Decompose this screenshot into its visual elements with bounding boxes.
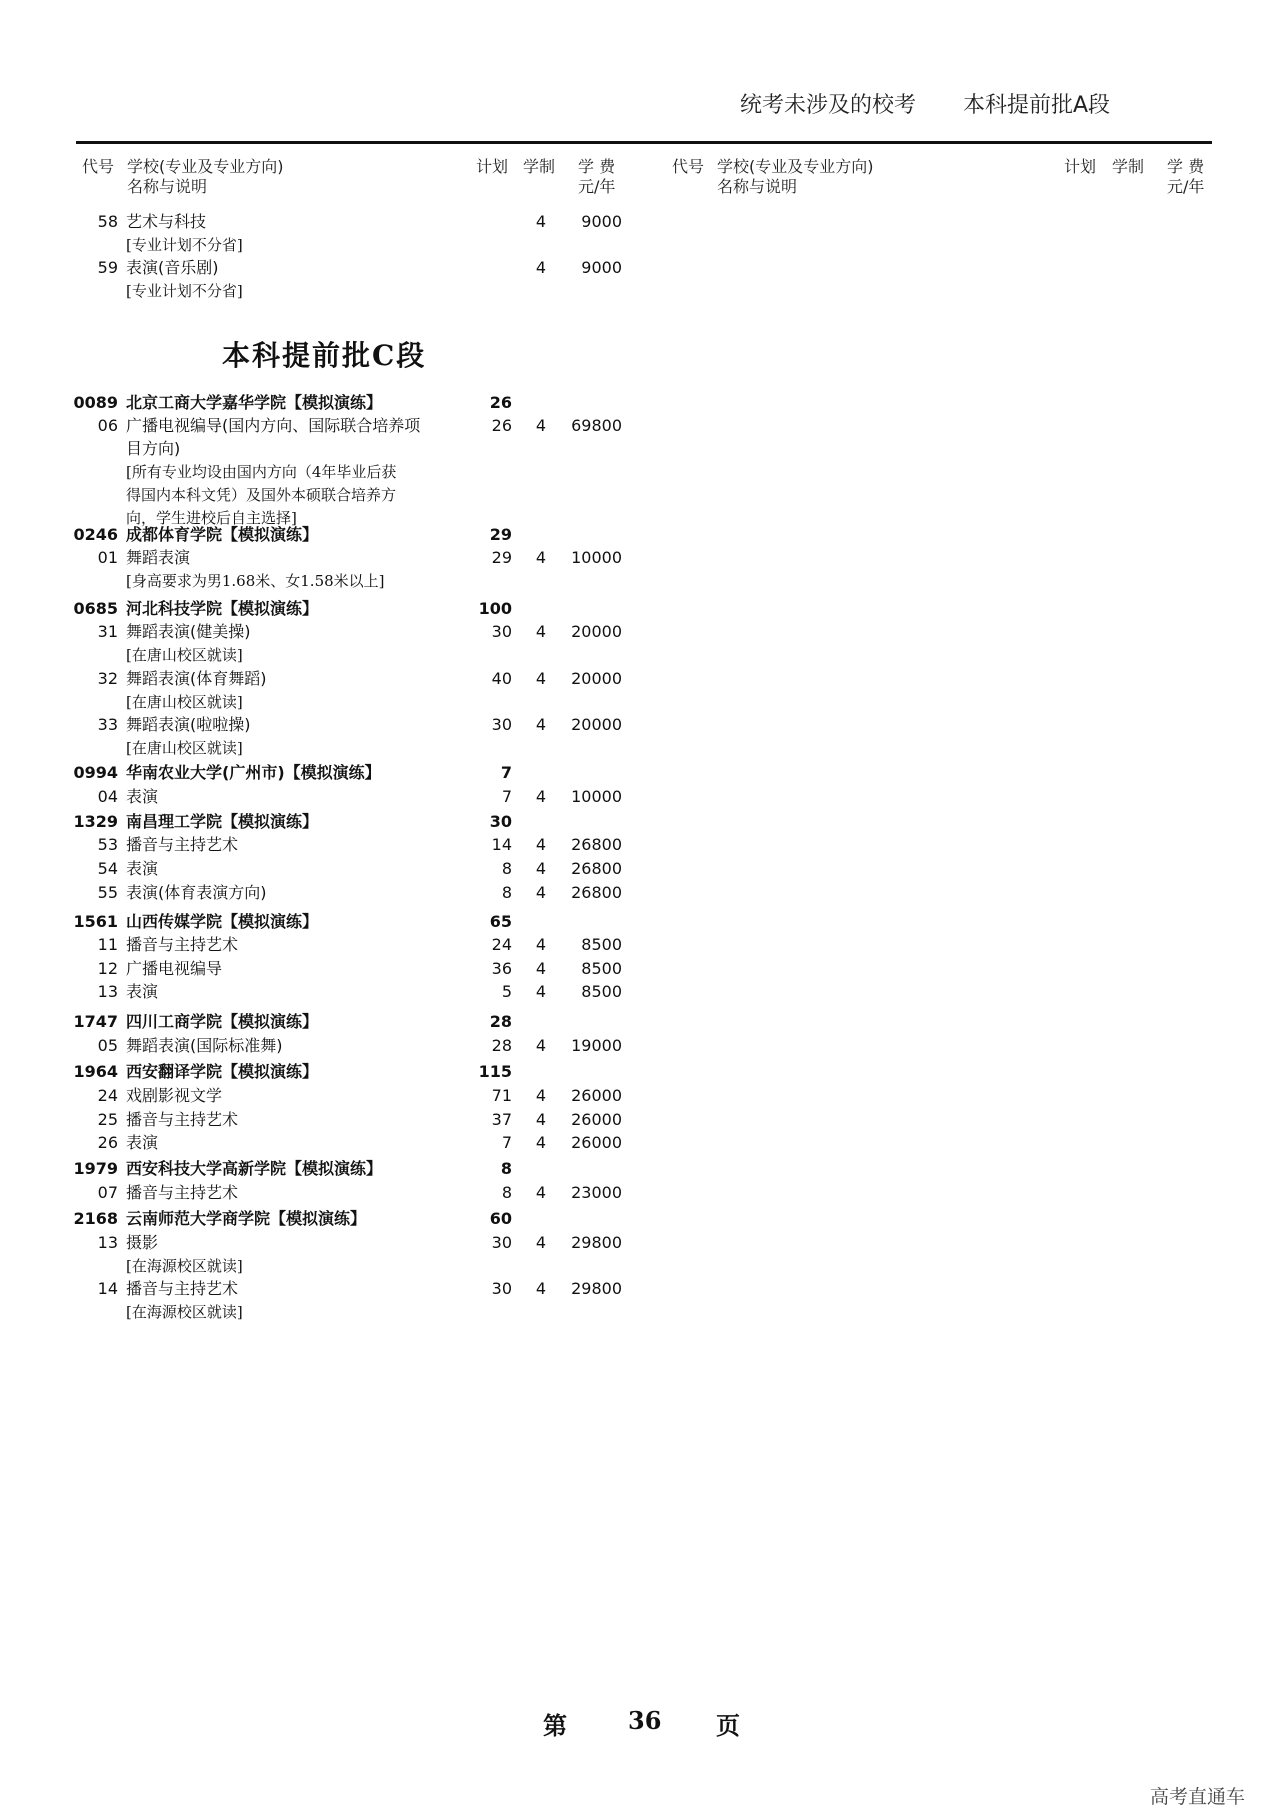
- row-years: 4: [535, 883, 546, 902]
- row-name: 表演(体育表演方向): [126, 883, 267, 902]
- row-code: 24: [97, 1086, 118, 1105]
- row-name: 南昌理工学院【模拟演练】: [126, 812, 319, 831]
- school-row: [0, 762, 640, 784]
- school-row: [0, 1208, 640, 1230]
- row-plan: 65: [489, 912, 512, 931]
- row-name: [在海源校区就读]: [126, 1257, 243, 1275]
- row-plan: 37: [491, 1110, 512, 1129]
- row-plan: 8: [501, 883, 512, 902]
- row-years: 4: [535, 1110, 546, 1129]
- note-row: [0, 484, 640, 506]
- row-plan: 40: [491, 669, 512, 688]
- major-row: [0, 257, 640, 279]
- row-code: 01: [97, 548, 118, 567]
- row-code: 14: [97, 1279, 118, 1298]
- row-plan: 30: [491, 1233, 512, 1252]
- row-name: 戏剧影视文学: [126, 1086, 223, 1105]
- row-name: 表演: [126, 859, 159, 878]
- row-name: 向，学生进校后自主选择]: [126, 509, 297, 527]
- row-name: 舞蹈表演(体育舞蹈): [126, 669, 267, 688]
- col-fee: 学 费: [578, 157, 616, 176]
- row-plan: 36: [491, 959, 512, 978]
- row-name: 表演: [126, 982, 159, 1001]
- row-years: 4: [535, 1279, 546, 1298]
- row-plan: 30: [489, 812, 512, 831]
- row-name: 播音与主持艺术: [126, 1279, 239, 1298]
- row-name: 舞蹈表演(国际标准舞): [126, 1036, 283, 1055]
- row-fee: 26000: [571, 1086, 622, 1105]
- row-plan: 8: [501, 1183, 512, 1202]
- major-row: [0, 882, 640, 904]
- school-row: [0, 524, 640, 546]
- row-years: 4: [535, 1183, 546, 1202]
- row-plan: 14: [491, 835, 512, 854]
- row-fee: 8500: [581, 982, 622, 1001]
- major-row: [0, 858, 640, 880]
- row-name: 西安科技大学高新学院【模拟演练】: [126, 1159, 383, 1178]
- row-years: 4: [535, 1086, 546, 1105]
- row-name: 播音与主持艺术: [126, 1183, 239, 1202]
- row-code: 06: [97, 416, 118, 435]
- major-row: [0, 958, 640, 980]
- row-name: 播音与主持艺术: [126, 1110, 239, 1129]
- row-fee: 8500: [581, 959, 622, 978]
- row-fee: 9000: [581, 212, 622, 231]
- col-school: 学校(专业及专业方向): [127, 157, 284, 176]
- row-plan: 28: [489, 1012, 512, 1031]
- row-code: 1747: [73, 1012, 118, 1031]
- row-fee: 26800: [571, 859, 622, 878]
- row-years: 4: [535, 258, 546, 277]
- major-row: [0, 1035, 640, 1057]
- row-plan: 29: [489, 525, 512, 544]
- row-code: 33: [97, 715, 118, 734]
- row-fee: 19000: [571, 1036, 622, 1055]
- row-code: 05: [97, 1036, 118, 1055]
- note-row: [0, 234, 640, 256]
- school-row: [0, 392, 640, 414]
- page-number: 36: [628, 1706, 662, 1735]
- row-name: 艺术与科技: [126, 212, 207, 231]
- row-name: 播音与主持艺术: [126, 835, 239, 854]
- row-name: 广播电视编导(国内方向、国际联合培养项: [126, 416, 421, 435]
- row-plan: 29: [491, 548, 512, 567]
- row-years: 4: [535, 1233, 546, 1252]
- row-years: 4: [535, 859, 546, 878]
- row-plan: 7: [500, 763, 512, 782]
- row-name: 舞蹈表演: [126, 548, 191, 567]
- row-name: 山西传媒学院【模拟演练】: [126, 912, 319, 931]
- note-row: [0, 1255, 640, 1277]
- col-plan: 计划: [1064, 157, 1097, 176]
- row-fee: 10000: [571, 548, 622, 567]
- section-title: 本科提前批C段: [222, 339, 427, 372]
- row-fee: 69800: [571, 416, 622, 435]
- major-row: [0, 547, 640, 569]
- row-code: 0685: [73, 599, 118, 618]
- school-row: [0, 1061, 640, 1083]
- row-code: 1964: [73, 1062, 118, 1081]
- row-name: 表演(音乐剧): [126, 258, 219, 277]
- major-row: [0, 621, 640, 643]
- row-name: [专业计划不分省]: [126, 236, 243, 254]
- major-row: [0, 1278, 640, 1300]
- major-row: [0, 1232, 640, 1254]
- row-plan: 7: [501, 787, 512, 806]
- row-fee: 20000: [571, 622, 622, 641]
- col-code: 代号: [672, 157, 705, 176]
- row-name: 摄影: [126, 1233, 159, 1252]
- row-name: 华南农业大学(广州市)【模拟演练】: [126, 763, 381, 782]
- row-years: 4: [535, 548, 546, 567]
- page-header: [0, 88, 1280, 128]
- major-row: [0, 1109, 640, 1131]
- row-fee: 26000: [571, 1133, 622, 1152]
- col-school-sub: 名称与说明: [127, 177, 208, 196]
- note-row: [0, 570, 640, 592]
- row-name: [身高要求为男1.68米、女1.58米以上]: [126, 572, 385, 590]
- row-plan: 7: [501, 1133, 512, 1152]
- row-plan: 8: [500, 1159, 512, 1178]
- row-years: 4: [535, 212, 546, 231]
- major-row: [0, 1085, 640, 1107]
- row-name: [在唐山校区就读]: [126, 693, 243, 711]
- row-name: 西安翻译学院【模拟演练】: [126, 1062, 319, 1081]
- row-years: 4: [535, 715, 546, 734]
- col-fee: 学 费: [1167, 157, 1205, 176]
- row-name: 四川工商学院【模拟演练】: [126, 1012, 319, 1031]
- row-plan: 5: [501, 982, 512, 1001]
- row-code: 1561: [73, 912, 118, 931]
- row-code: 2168: [73, 1209, 118, 1228]
- row-plan: 26: [491, 416, 512, 435]
- row-code: 54: [97, 859, 118, 878]
- row-years: 4: [535, 1133, 546, 1152]
- footer-prefix: 第: [543, 1711, 567, 1740]
- row-plan: 30: [491, 1279, 512, 1298]
- row-code: 1979: [73, 1159, 118, 1178]
- note-row: [0, 737, 640, 759]
- major-row: [0, 981, 640, 1003]
- row-code: 11: [97, 935, 118, 954]
- row-plan: 26: [489, 393, 512, 412]
- col-fee-unit: 元/年: [578, 177, 616, 196]
- note-row: [0, 280, 640, 302]
- row-fee: 23000: [571, 1183, 622, 1202]
- note-row: [0, 644, 640, 666]
- header-right: 本科提前批A段: [963, 93, 1111, 118]
- row-fee: 26800: [571, 835, 622, 854]
- row-fee: 26800: [571, 883, 622, 902]
- row-name: 得国内本科文凭）及国外本硕联合培养方: [126, 486, 397, 504]
- row-code: 32: [97, 669, 118, 688]
- row-code: 07: [97, 1183, 118, 1202]
- col-plan: 计划: [476, 157, 509, 176]
- col-years: 学制: [523, 157, 556, 176]
- row-years: 4: [535, 935, 546, 954]
- row-plan: 71: [491, 1086, 512, 1105]
- col-school-sub: 名称与说明: [717, 177, 798, 196]
- row-plan: 28: [491, 1036, 512, 1055]
- row-name: [所有专业均设由国内方向（4年毕业后获: [126, 463, 397, 481]
- row-code: 53: [97, 835, 118, 854]
- row-name: 舞蹈表演(啦啦操): [126, 715, 251, 734]
- row-name: 北京工商大学嘉华学院【模拟演练】: [126, 393, 383, 412]
- major-row: [0, 668, 640, 690]
- major-row: [0, 934, 640, 956]
- row-years: 4: [535, 982, 546, 1001]
- row-code: 13: [97, 1233, 118, 1252]
- row-code: 31: [97, 622, 118, 641]
- major-row: [0, 714, 640, 736]
- col-code: 代号: [82, 157, 115, 176]
- major-row: [0, 1132, 640, 1154]
- row-name: [在唐山校区就读]: [126, 646, 243, 664]
- row-code: 1329: [73, 812, 118, 831]
- row-years: 4: [535, 669, 546, 688]
- row-name: [专业计划不分省]: [126, 282, 243, 300]
- major-row: [0, 834, 640, 856]
- row-code: 13: [97, 982, 118, 1001]
- row-code: 25: [97, 1110, 118, 1129]
- row-fee: 9000: [581, 258, 622, 277]
- header-left: 统考未涉及的校考: [740, 93, 917, 118]
- row-years: 4: [535, 1036, 546, 1055]
- school-row: [0, 1011, 640, 1033]
- major-row: [0, 415, 640, 437]
- row-plan: 115: [478, 1062, 512, 1081]
- col-school: 学校(专业及专业方向): [717, 157, 874, 176]
- row-name: 河北科技学院【模拟演练】: [126, 599, 319, 618]
- row-fee: 26000: [571, 1110, 622, 1129]
- major-row: [0, 1182, 640, 1204]
- row-years: 4: [535, 835, 546, 854]
- watermark: 高考直通车: [1150, 1786, 1246, 1808]
- row-name: [在唐山校区就读]: [126, 739, 243, 757]
- row-name: [在海源校区就读]: [126, 1303, 243, 1321]
- school-row: [0, 598, 640, 620]
- row-name: 表演: [126, 1133, 159, 1152]
- school-row: [0, 911, 640, 933]
- row-years: 4: [535, 787, 546, 806]
- row-name: 播音与主持艺术: [126, 935, 239, 954]
- row-fee: 10000: [571, 787, 622, 806]
- major-row: [0, 211, 640, 233]
- school-row: [0, 811, 640, 833]
- row-plan: 30: [491, 715, 512, 734]
- row-plan: 30: [491, 622, 512, 641]
- header-rule: [76, 141, 1212, 144]
- row-plan: 60: [489, 1209, 512, 1228]
- row-plan: 24: [491, 935, 512, 954]
- row-code: 04: [97, 787, 118, 806]
- row-code: 55: [97, 883, 118, 902]
- row-fee: 20000: [571, 715, 622, 734]
- note-row: [0, 1301, 640, 1323]
- row-years: 4: [535, 622, 546, 641]
- note-row: [0, 438, 640, 460]
- row-code: 0994: [73, 763, 118, 782]
- row-years: 4: [535, 959, 546, 978]
- row-fee: 29800: [571, 1279, 622, 1298]
- footer-suffix: 页: [716, 1711, 740, 1740]
- row-name: 表演: [126, 787, 159, 806]
- row-plan: 8: [501, 859, 512, 878]
- row-name: 舞蹈表演(健美操): [126, 622, 251, 641]
- school-row: [0, 1158, 640, 1180]
- row-name: 云南师范大学商学院【模拟演练】: [126, 1209, 367, 1228]
- row-name: 目方向): [126, 439, 181, 458]
- col-fee-unit: 元/年: [1167, 177, 1205, 196]
- row-name: 成都体育学院【模拟演练】: [126, 525, 319, 544]
- major-row: [0, 786, 640, 808]
- row-code: 59: [97, 258, 118, 277]
- row-fee: 29800: [571, 1233, 622, 1252]
- row-fee: 20000: [571, 669, 622, 688]
- row-years: 4: [535, 416, 546, 435]
- col-years: 学制: [1112, 157, 1145, 176]
- row-code: 0246: [73, 525, 118, 544]
- note-row: [0, 461, 640, 483]
- row-code: 26: [97, 1133, 118, 1152]
- row-fee: 8500: [581, 935, 622, 954]
- note-row: [0, 691, 640, 713]
- row-code: 0089: [73, 393, 118, 412]
- row-code: 12: [97, 959, 118, 978]
- row-name: 广播电视编导: [126, 959, 223, 978]
- row-plan: 100: [478, 599, 512, 618]
- row-code: 58: [97, 212, 118, 231]
